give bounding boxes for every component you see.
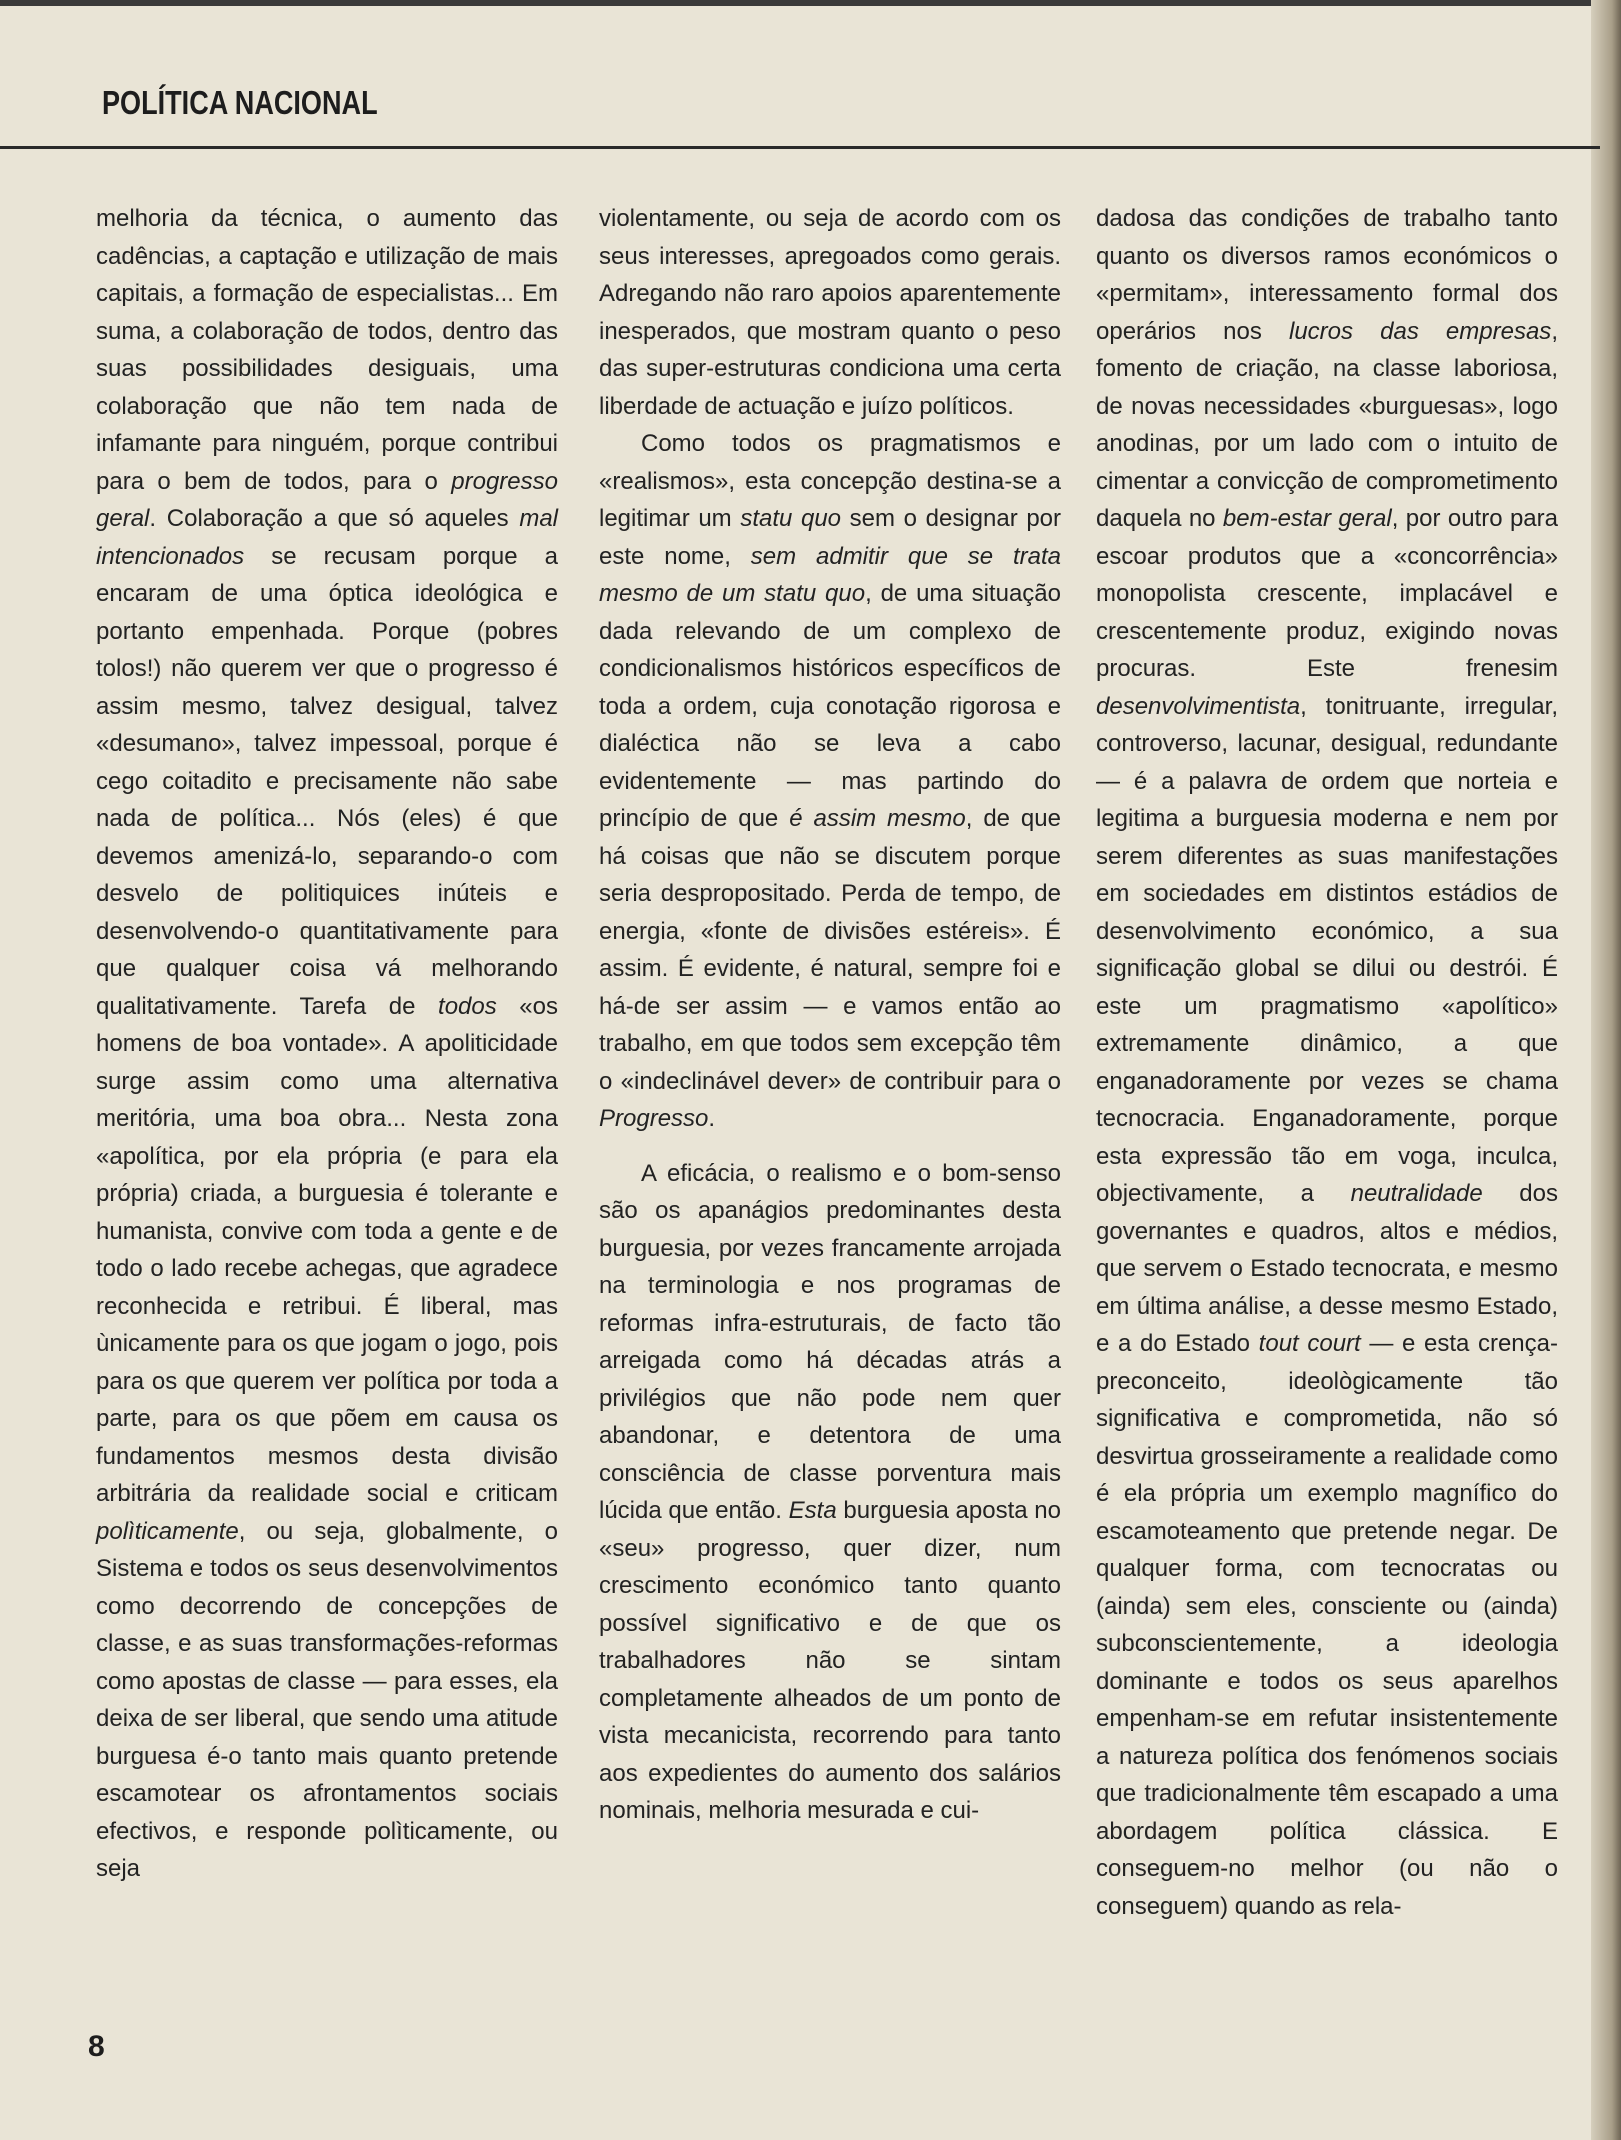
- paragraph: [599, 425, 1061, 1138]
- text-run: melhoria da técnica, o aumento das cadências, a captação e utilização de mais capitais, a formação de especialistas... Em suma, a colaboração de todos, dentro das suas possibilidades desiguais, uma colaboração que não tem nada de infamante para ninguém, porque contribui para o bem de todos, para o: [96, 205, 558, 495]
- text-run: , por outro para escoar produtos que a «concorrência» monopolista crescente, implacável e crescentemente produz, exigindo novas procuras. Este frenesim: [1096, 505, 1558, 682]
- page-binding-edge: [1591, 0, 1621, 2140]
- paragraph: [599, 200, 1061, 425]
- text-run: sem o designar por este nome,: [599, 505, 1062, 570]
- italic-run: progresso geral: [96, 467, 558, 532]
- italic-run: desenvolvimentista: [1096, 692, 1301, 720]
- text-run: , ou seja, globalmente, o Sistema e todos os seus desenvolvimentos como decorrendo de concepções de classe, e as suas transformações-reformas como apostas de classe — para esses, ela deixa de ser liberal, que sendo uma atitude burguesa é-o tanto mais quanto pretende escamotear os afrontamentos sociais efectivos, e responde polìticamente, ou seja: [96, 1517, 558, 1882]
- text-run: dadosa das condições de trabalho tanto quanto os diversos ramos económicos o «permitam», interessamento formal dos operários nos: [1096, 205, 1558, 345]
- italic-run: é assim mesmo: [789, 805, 966, 832]
- italic-run: polìticamente: [96, 1517, 239, 1545]
- italic-run: lucros das empresas: [1288, 317, 1552, 345]
- text-run: violentamente, ou seja de acordo com os seus interesses, apregoados como gerais. Adregando não raro apoios aparentemente inesperados, que mostram quanto o peso das super-estruturas condiciona uma certa liberdade de actuação e juízo políticos.: [599, 205, 1061, 420]
- text-run: , tonitruante, irregular, controverso, lacunar, desigual, redundante — é a palavra de ordem que norteia e legitima a burguesia moderna e nem por serem diferentes as suas manifestações em sociedades em distintos estádios de desenvolvimento económico, a sua significação global se dilui ou destrói. É este um pragmatismo «apolítico» extremamente dinâmico, a que enganadoramente por vezes se chama tecnocracia. Enganadoramente, porque esta expressão tão em voga, inculca, objectivamente, a: [1096, 692, 1558, 1207]
- italic-run: tout court: [1258, 1330, 1361, 1357]
- italic-run: sem admitir que se trata mesmo de um statu quo: [599, 542, 1062, 607]
- italic-run: Progresso: [599, 1105, 709, 1132]
- page-top-edge: [0, 0, 1621, 6]
- italic-run: mal intencionados: [96, 505, 558, 570]
- text-run: dos governantes e quadros, altos e médios, que servem o Estado tecnocrata, e mesmo em última análise, a desse mesmo Estado, e a do Estado: [1096, 1180, 1558, 1357]
- text-column-3: [1096, 200, 1558, 1925]
- text-column-2: [599, 200, 1061, 1830]
- text-run: , fomento de criação, na classe laboriosa, de novas necessidades «burguesas», logo anodinas, por um lado com o intuito de cimentar a convicção de comprometimento daquela no: [1096, 317, 1558, 532]
- text-run: , de que há coisas que não se discutem porque seria despropositado. Perda de tempo, de energia, «fonte de divisões estéreis». É assim. É evidente, é natural, sempre foi e há-de ser assim — e vamos então ao trabalho, em que todos sem excepção têm o «indeclinável dever» de contribuir para o: [599, 805, 1061, 1095]
- section-title: POLÍTICA NACIONAL: [102, 84, 378, 121]
- italic-run: neutralidade: [1350, 1180, 1483, 1207]
- text-run: Como todos os pragmatismos e «realismos», esta concepção destina-se a legitimar um: [599, 430, 1061, 532]
- text-column-1: [96, 200, 558, 1888]
- text-run: — e esta crença-preconceito, ideològicamente tão significativa e comprometida, não só desvirtua grosseiramente a realidade como é ela própria um exemplo magnífico do escamoteamento que pretende negar. De qualquer forma, com tecnocratas ou (ainda) sem eles, consciente ou (ainda) subconscientemente, a ideologia dominante e todos os seus aparelhos empenham-se em refutar insistentemente a natureza política dos fenómenos sociais que tradicionalmente têm escapado a uma abordagem política clássica. E conseguem-no melhor (ou não o conseguem) quando as rela-: [1096, 1330, 1558, 1920]
- page-number: 8: [88, 2030, 105, 2063]
- italic-run: todos: [438, 992, 497, 1020]
- italic-run: bem-estar geral: [1222, 505, 1392, 532]
- text-run: se recusam porque a encaram de uma óptica ideológica e portanto empenhada. Porque (pobres tolos!) não querem ver que o progresso é assim mesmo, talvez desigual, talvez «desumano», talvez impessoal, porque é cego coitadito e precisamente não sabe nada de política... Nós (eles) é que devemos amenizá-lo, separando-o com desvelo de politiquices inúteis e desenvolvendo-o quantitativamente para que qualquer coisa vá melhorando qualitativamente. Tarefa de: [96, 542, 558, 1020]
- paragraph: [599, 1155, 1061, 1830]
- text-run: .: [708, 1105, 716, 1132]
- text-run: , de uma situação dada relevando de um complexo de condicionalismos históricos específicos de toda a ordem, cuja conotação rigorosa e dialéctica não se leva a cabo evidentemente — mas partindo do princípio de que: [599, 580, 1061, 832]
- text-run: «os homens de boa vontade». A apoliticidade surge assim como uma alternativa meritória, uma boa obra... Nesta zona «apolítica, por ela própria (e para ela própria) criada, a burguesia é tolerante e humanista, convive com toda a gente e de todo o lado recebe achegas, que agradece reconhecida e retribui. É liberal, mas ùnicamente para os que jogam o jogo, pois para os que querem ver política por toda a parte, para os que põem em causa os fundamentos mesmos desta divisão arbitrária da realidade social e criticam: [96, 992, 558, 1507]
- text-run: A eficácia, o realismo e o bom-senso são os apanágios predominantes desta burguesia, por vezes francamente arrojada na terminologia e nos programas de reformas infra-estruturais, de facto tão arreigada como há décadas atrás a privilégios que não pode nem quer abandonar, e detentora de uma consciência de classe porventura mais lúcida que então.: [599, 1159, 1061, 1524]
- italic-run: statu quo: [740, 505, 842, 532]
- paragraph: [96, 200, 558, 1888]
- text-run: burguesia aposta no «seu» progresso, quer dizer, num crescimento económico tanto quanto possível significativo e de que os trabalhadores não se sintam completamente alheados de um ponto de vista mecanicista, recorrendo para tanto aos expedientes do aumento dos salários nominais, melhoria mesurada e cui-: [599, 1497, 1061, 1824]
- paragraph: [1096, 200, 1558, 1925]
- text-run: . Colaboração a que só aqueles: [149, 505, 520, 532]
- header-rule: [0, 146, 1600, 149]
- italic-run: Esta: [788, 1497, 837, 1524]
